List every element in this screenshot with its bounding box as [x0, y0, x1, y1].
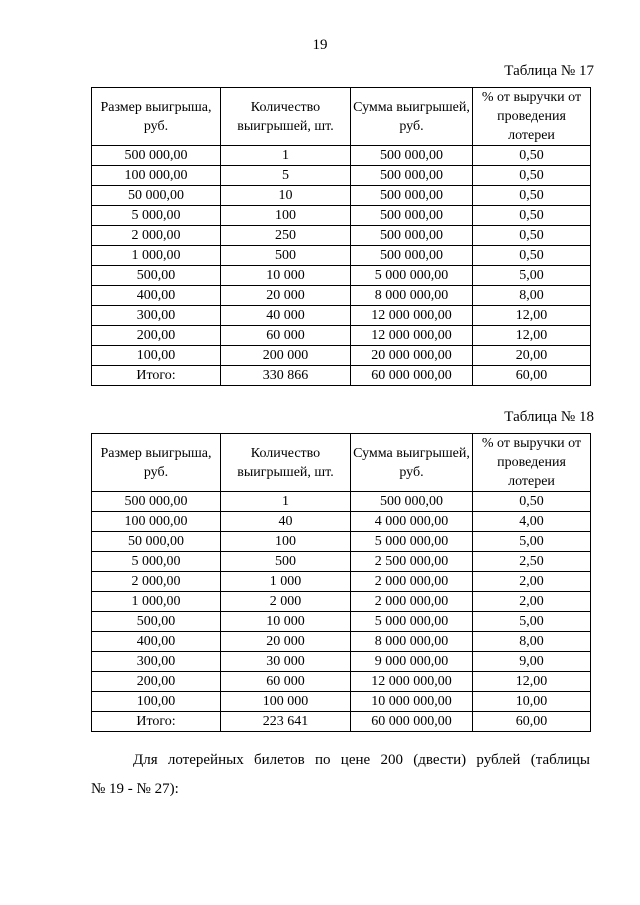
cell-prize-size: 100,00 [92, 692, 221, 712]
cell-prize-count: 250 [221, 226, 351, 246]
cell-prize-sum: 500 000,00 [351, 226, 473, 246]
cell-revenue-percent: 9,00 [473, 652, 591, 672]
table-row [92, 286, 591, 306]
cell-prize-count: 500 [221, 246, 351, 266]
cell-prize-size: 5 000,00 [92, 206, 221, 226]
cell-prize-count: 40 000 [221, 306, 351, 326]
header-prize-size: Размер выигрыша, руб. [92, 434, 221, 492]
table-17-caption: Таблица № 17 [504, 63, 594, 79]
cell-prize-count: 1 [221, 146, 351, 166]
cell-prize-size: 400,00 [92, 286, 221, 306]
cell-prize-size: 100,00 [92, 346, 221, 366]
cell-prize-sum: 2 000 000,00 [351, 572, 473, 592]
cell-prize-sum: 12 000 000,00 [351, 672, 473, 692]
cell-prize-count: 60 000 [221, 326, 351, 346]
prize-table-17 [91, 87, 591, 386]
table-row [92, 632, 591, 652]
table-row [92, 652, 591, 672]
cell-revenue-percent: 4,00 [473, 512, 591, 532]
header-prize-count: Количество выигрышей, шт. [221, 434, 351, 492]
cell-prize-size: 2 000,00 [92, 226, 221, 246]
cell-revenue-percent: 0,50 [473, 146, 591, 166]
cell-prize-size: 5 000,00 [92, 552, 221, 572]
cell-prize-sum: 500 000,00 [351, 246, 473, 266]
cell-prize-count: 100 [221, 532, 351, 552]
cell-prize-size: Итого: [92, 712, 221, 732]
header-revenue-percent: % от выручки от проведения лотереи [473, 434, 591, 492]
header-prize-sum: Сумма выигрышей, руб. [351, 88, 473, 146]
table-row [92, 186, 591, 206]
header-prize-size: Размер выигрыша, руб. [92, 88, 221, 146]
table-row [92, 306, 591, 326]
cell-prize-count: 100 [221, 206, 351, 226]
cell-revenue-percent: 0,50 [473, 226, 591, 246]
cell-prize-count: 10 [221, 186, 351, 206]
cell-prize-count: 223 641 [221, 712, 351, 732]
cell-revenue-percent: 2,00 [473, 592, 591, 612]
cell-prize-sum: 20 000 000,00 [351, 346, 473, 366]
cell-prize-size: 200,00 [92, 326, 221, 346]
cell-prize-sum: 500 000,00 [351, 492, 473, 512]
cell-prize-size: 1 000,00 [92, 592, 221, 612]
cell-prize-sum: 9 000 000,00 [351, 652, 473, 672]
prize-table-18 [91, 433, 591, 732]
cell-prize-count: 1 000 [221, 572, 351, 592]
cell-revenue-percent: 0,50 [473, 166, 591, 186]
cell-prize-count: 5 [221, 166, 351, 186]
cell-prize-size: 300,00 [92, 306, 221, 326]
cell-prize-size: 100 000,00 [92, 166, 221, 186]
cell-prize-sum: 2 000 000,00 [351, 592, 473, 612]
cell-prize-count: 100 000 [221, 692, 351, 712]
page-number: 19 [312, 37, 328, 53]
cell-prize-sum: 5 000 000,00 [351, 266, 473, 286]
table-row [92, 552, 591, 572]
cell-prize-sum: 10 000 000,00 [351, 692, 473, 712]
cell-revenue-percent: 2,00 [473, 572, 591, 592]
cell-prize-size: 100 000,00 [92, 512, 221, 532]
cell-prize-sum: 60 000 000,00 [351, 366, 473, 386]
cell-revenue-percent: 2,50 [473, 552, 591, 572]
header-prize-sum: Сумма выигрышей, руб. [351, 434, 473, 492]
cell-revenue-percent: 10,00 [473, 692, 591, 712]
cell-prize-count: 10 000 [221, 266, 351, 286]
cell-prize-size: 300,00 [92, 652, 221, 672]
cell-prize-size: Итого: [92, 366, 221, 386]
cell-prize-count: 30 000 [221, 652, 351, 672]
header-prize-count: Количество выигрышей, шт. [221, 88, 351, 146]
cell-prize-sum: 2 500 000,00 [351, 552, 473, 572]
cell-prize-count: 10 000 [221, 612, 351, 632]
table-row [92, 612, 591, 632]
intro-paragraph [91, 746, 590, 804]
cell-prize-size: 500,00 [92, 266, 221, 286]
cell-revenue-percent: 8,00 [473, 286, 591, 306]
cell-prize-sum: 4 000 000,00 [351, 512, 473, 532]
cell-prize-count: 2 000 [221, 592, 351, 612]
cell-revenue-percent: 0,50 [473, 246, 591, 266]
cell-revenue-percent: 8,00 [473, 632, 591, 652]
table-header-row [92, 434, 591, 492]
cell-prize-sum: 12 000 000,00 [351, 326, 473, 346]
cell-prize-count: 200 000 [221, 346, 351, 366]
table-18-caption: Таблица № 18 [504, 409, 594, 425]
cell-prize-sum: 8 000 000,00 [351, 286, 473, 306]
cell-prize-sum: 8 000 000,00 [351, 632, 473, 652]
cell-prize-count: 20 000 [221, 632, 351, 652]
cell-prize-count: 500 [221, 552, 351, 572]
cell-prize-sum: 500 000,00 [351, 166, 473, 186]
cell-revenue-percent: 0,50 [473, 492, 591, 512]
cell-revenue-percent: 20,00 [473, 346, 591, 366]
cell-prize-size: 500 000,00 [92, 492, 221, 512]
cell-prize-sum: 500 000,00 [351, 186, 473, 206]
table-row [92, 592, 591, 612]
cell-revenue-percent: 5,00 [473, 612, 591, 632]
paragraph-line-2: № 19 - № 27): [91, 781, 179, 797]
table-total-row [92, 366, 591, 386]
cell-prize-size: 200,00 [92, 672, 221, 692]
cell-prize-count: 40 [221, 512, 351, 532]
table-row [92, 672, 591, 692]
cell-prize-count: 330 866 [221, 366, 351, 386]
paragraph-line-1: Для лотерейных билетов по цене 200 (двести) рублей (таблицы [133, 752, 590, 768]
cell-revenue-percent: 0,50 [473, 206, 591, 226]
table-header-row [92, 88, 591, 146]
table-row [92, 166, 591, 186]
cell-revenue-percent: 12,00 [473, 672, 591, 692]
table-row [92, 206, 591, 226]
cell-prize-size: 2 000,00 [92, 572, 221, 592]
cell-prize-sum: 12 000 000,00 [351, 306, 473, 326]
cell-prize-sum: 5 000 000,00 [351, 532, 473, 552]
cell-prize-sum: 500 000,00 [351, 206, 473, 226]
table-row [92, 246, 591, 266]
table-row [92, 532, 591, 552]
table-row [92, 512, 591, 532]
cell-prize-count: 60 000 [221, 672, 351, 692]
table-total-row [92, 712, 591, 732]
table-row [92, 146, 591, 166]
cell-prize-count: 1 [221, 492, 351, 512]
cell-prize-sum: 500 000,00 [351, 146, 473, 166]
cell-prize-size: 50 000,00 [92, 186, 221, 206]
cell-prize-sum: 60 000 000,00 [351, 712, 473, 732]
cell-revenue-percent: 12,00 [473, 326, 591, 346]
table-row [92, 326, 591, 346]
cell-prize-size: 1 000,00 [92, 246, 221, 266]
cell-prize-size: 400,00 [92, 632, 221, 652]
table-row [92, 266, 591, 286]
table-row [92, 492, 591, 512]
cell-revenue-percent: 60,00 [473, 366, 591, 386]
header-revenue-percent: % от выручки от проведения лотереи [473, 88, 591, 146]
cell-revenue-percent: 0,50 [473, 186, 591, 206]
cell-revenue-percent: 5,00 [473, 266, 591, 286]
cell-revenue-percent: 60,00 [473, 712, 591, 732]
cell-revenue-percent: 12,00 [473, 306, 591, 326]
cell-prize-size: 500,00 [92, 612, 221, 632]
table-row [92, 692, 591, 712]
table-row [92, 572, 591, 592]
cell-prize-sum: 5 000 000,00 [351, 612, 473, 632]
cell-prize-size: 500 000,00 [92, 146, 221, 166]
table-row [92, 346, 591, 366]
cell-revenue-percent: 5,00 [473, 532, 591, 552]
cell-prize-count: 20 000 [221, 286, 351, 306]
table-row [92, 226, 591, 246]
cell-prize-size: 50 000,00 [92, 532, 221, 552]
